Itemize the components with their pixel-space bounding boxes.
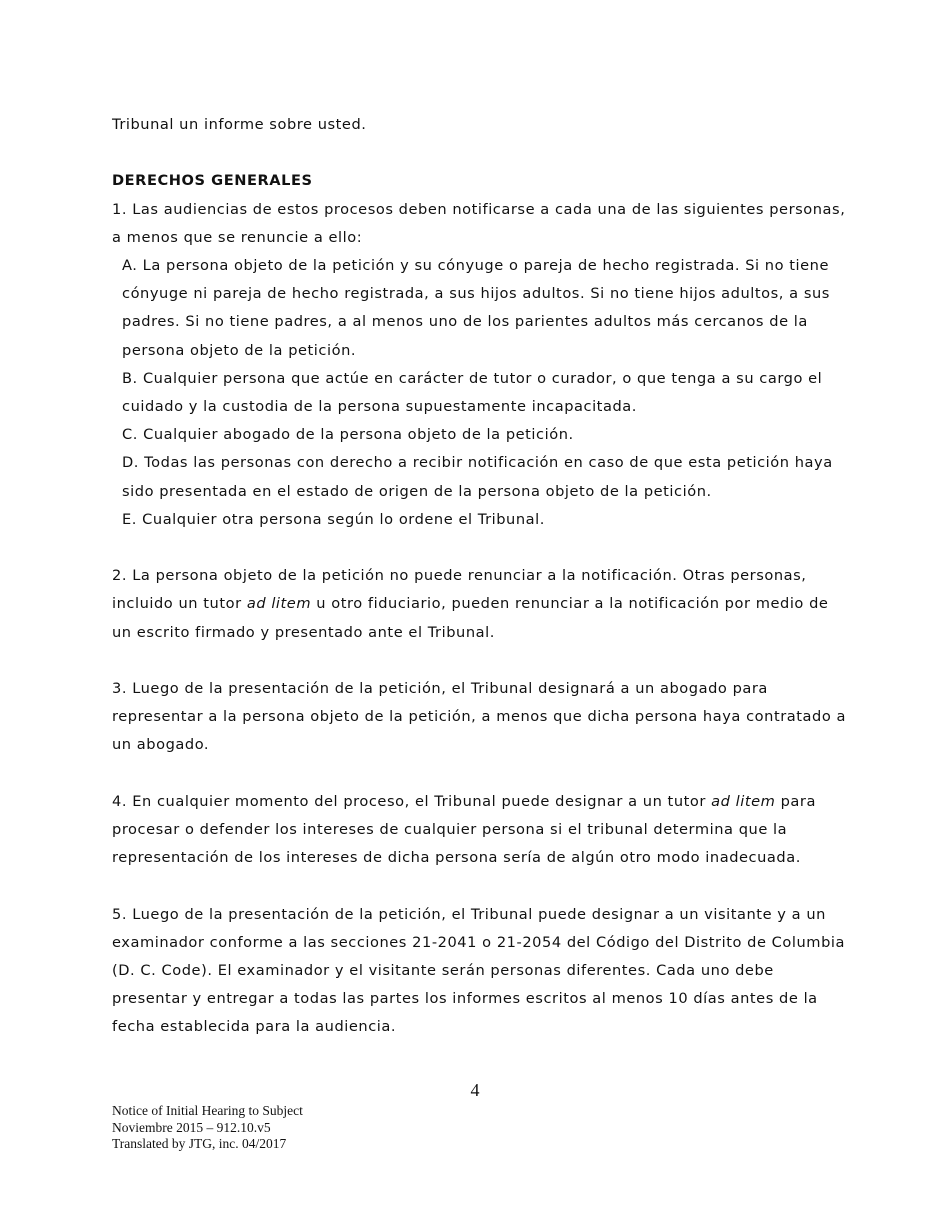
section-heading: DERECHOS GENERALES <box>112 172 313 190</box>
intro-text: Tribunal un informe sobre usted. <box>112 116 367 133</box>
list-item-e: E. Cualquier otra persona según lo ordene el Tribunal. <box>122 510 545 528</box>
list-item-d: D. Todas las personas con derecho a recibir notificación en caso de que esta petición haya sido presentada en el estado de origen de la persona objeto de la petición. <box>122 454 833 500</box>
footer-line-2: Noviembre 2015 – 912.10.v5 <box>112 1119 271 1135</box>
document-body <box>112 111 847 1042</box>
list-item-a: A. La persona objeto de la petición y su cónyuge o pareja de hecho registrada. Si no tiene cónyuge ni pareja de hecho registrada, a sus hijos adultos. Si no tiene hijos adultos, a sus padres. Si no tiene padres, a al menos uno de los parientes adultos más cercanos de la persona objeto de la petición. <box>122 257 830 359</box>
paragraph-4: 4. En cualquier momento del proceso, el Tribunal puede designar a un tutor ad litem para procesar o defender los intereses de cualquier persona si el tribunal determina que la representación de los intereses de dicha persona sería de algún otro modo inadecuada. <box>112 792 816 867</box>
paragraph-5: 5. Luego de la presentación de la petición, el Tribunal puede designar a un visitante y a un examinador conforme a las secciones 21-2041 o 21-2054 del Código del Distrito de Columbia (D. C. Code). El examinador y el visitante serán personas diferentes. Cada uno debe presentar y entregar a todas las partes los informes escritos al menos 10 días antes de la fecha establecida para la audiencia. <box>112 905 845 1036</box>
paragraph-3: 3. Luego de la presentación de la petición, el Tribunal designará a un abogado para representar a la persona objeto de la petición, a menos que dicha persona haya contratado a un abogado. <box>112 680 846 754</box>
paragraph-2: 2. La persona objeto de la petición no puede renunciar a la notificación. Otras personas, incluido un tutor ad litem u otro fiduciario, pueden renunciar a la notificación por medio de un escrito firmado y presentado ante el Tribunal. <box>112 567 829 641</box>
list-item-b: B. Cualquier persona que actúe en carácter de tutor o curador, o que tenga a su cargo el cuidado y la custodia de la persona supuestamente incapacitada. <box>122 369 823 416</box>
page-number: 4 <box>470 1080 480 1100</box>
footer-line-1: Notice of Initial Hearing to Subject <box>112 1103 303 1118</box>
footer-line-3: Translated by JTG, inc. 04/2017 <box>112 1136 287 1151</box>
footer <box>112 1103 303 1153</box>
paragraph-1: 1. Las audiencias de estos procesos deben notificarse a cada una de las siguientes personas, a menos que se renuncie a ello: <box>112 200 846 246</box>
list-item-c: C. Cualquier abogado de la persona objeto de la petición. <box>122 426 574 444</box>
